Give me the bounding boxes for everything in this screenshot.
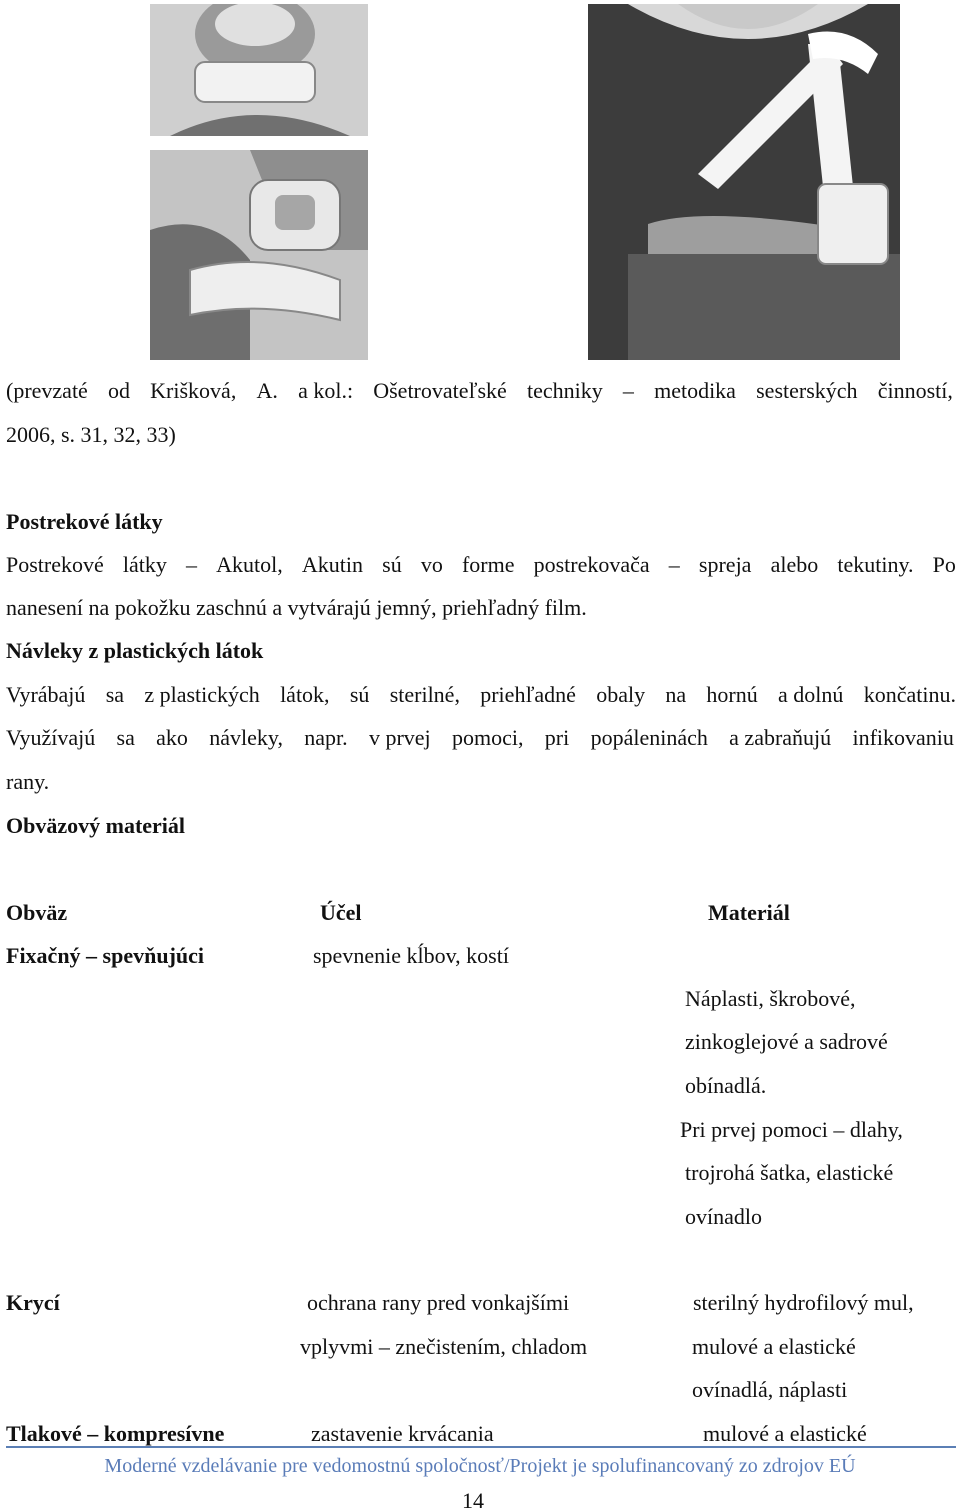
spray-word: Akutol, [216,552,283,577]
sleeves-word: obaly [596,682,646,707]
row-cover-purpose-line: vplyvmi – znečistením, chladom [300,1334,588,1359]
spray-line-2: nanesení na pokožku zaschnú a vytvárajú jemný, priehľadný film. [6,595,587,620]
row-fixation-material-line: zinkoglejové a sadrové [685,1029,888,1054]
sleeves-word: sterilné, [389,682,460,707]
caption-word: metodika [654,378,736,403]
footer-rule [6,1446,956,1448]
row-pressure-purpose: zastavenie krvácania [311,1421,494,1446]
row-fixation-material-line: Pri prvej pomoci – dlahy, [680,1117,903,1142]
spray-word: Akutin [301,552,364,577]
spray-word: tekutiny. [837,552,914,577]
caption-word: Krišková, [150,378,237,403]
sleeves-line-3: rany. [6,769,50,794]
spray-word: látky [122,552,167,577]
section-heading-sleeves: Návleky z plastických látok [6,638,264,663]
sleeves-word: látok, [280,682,330,707]
sleeves-word: pomoci, [451,725,524,750]
row-fixation-material-line: trojrohá šatka, elastické [685,1160,894,1185]
sleeves-word: napr. [304,725,348,750]
row-fixation-name: Fixačný – spevňujúci [6,943,205,968]
spray-word: vo [420,552,443,577]
section-heading-dressing: Obväzový materiál [6,813,186,838]
caption-word: sesterských [756,378,858,403]
sleeves-word: ako [156,725,188,750]
spray-word: postrekovača [533,552,650,577]
photo-cervical-collar-side [150,150,368,360]
photo-shoulder-brace [588,4,900,360]
sleeves-word: na [665,682,687,707]
sleeves-word: hornú [706,682,758,707]
sleeves-line-2 [6,724,954,752]
sleeves-word: sa [116,725,135,750]
sleeves-word: sa [105,682,125,707]
spray-word: alebo [770,552,819,577]
footer-text: Moderné vzdelávanie pre vedomostnú spoločnosť/Projekt je spolufinancovaný zo zdrojov EÚ [104,1455,856,1477]
caption-line-1 [6,377,953,405]
caption-word: – [622,378,634,403]
caption-word: činností, [877,378,953,403]
sleeves-word: a dolnú [778,682,844,707]
row-cover-material-line: sterilný hydrofilový mul, [693,1290,914,1315]
spray-word: spreja [698,552,752,577]
spray-line-1 [6,551,956,579]
sleeves-word: Vyrábajú [6,682,86,707]
sleeves-word: z plastických [144,682,260,707]
caption-word: A. [256,378,278,403]
spray-word: Postrekové [6,552,104,577]
caption-word: od [108,378,130,403]
row-fixation-material-line: ovínadlo [685,1204,762,1229]
sleeves-word: popáleninách [590,725,708,750]
caption-word: techniky [526,378,603,403]
sleeves-word: končatinu. [863,682,956,707]
photo-cervical-collar-front [150,4,368,136]
table-header-material: Materiál [708,900,790,925]
spray-word: forme [461,552,515,577]
row-pressure-material: mulové a elastické [703,1421,867,1446]
row-fixation-material-line: obínadlá. [685,1073,767,1098]
sleeves-word: infikovaniu [852,725,954,750]
spray-word: – [186,552,198,577]
sleeves-word: v prvej [368,725,431,750]
row-cover-name: Krycí [6,1290,60,1315]
spray-word: – [668,552,680,577]
spray-word: sú [382,552,402,577]
spray-word: Po [932,552,956,577]
table-header-dressing: Obväz [6,900,68,925]
sleeves-word: návleky, [209,725,283,750]
sleeves-word: a zabraňujú [729,725,832,750]
row-pressure-name: Tlakové – kompresívne [6,1421,225,1446]
sleeves-word: Využívajú [6,725,96,750]
row-fixation-purpose: spevnenie kĺbov, kostí [313,943,509,968]
row-cover-material-line: mulové a elastické [692,1334,856,1359]
caption-line-2: 2006, s. 31, 32, 33) [6,422,176,447]
row-cover-material-line: ovínadlá, náplasti [692,1377,848,1402]
sleeves-word: pri [544,725,570,750]
sleeves-word: priehľadné [480,682,576,707]
page-number: 14 [462,1488,484,1512]
caption-word: (prevzaté [6,378,88,403]
row-cover-purpose-line: ochrana rany pred vonkajšími [307,1290,570,1315]
section-heading-spray: Postrekové látky [6,509,163,534]
caption-word: a kol.: [298,378,354,403]
row-fixation-material-line: Náplasti, škrobové, [685,986,856,1011]
sleeves-line-1 [6,681,956,709]
sleeves-word: sú [349,682,370,707]
table-header-purpose: Účel [320,900,362,925]
caption-word: Ošetrovateľské [373,378,507,403]
